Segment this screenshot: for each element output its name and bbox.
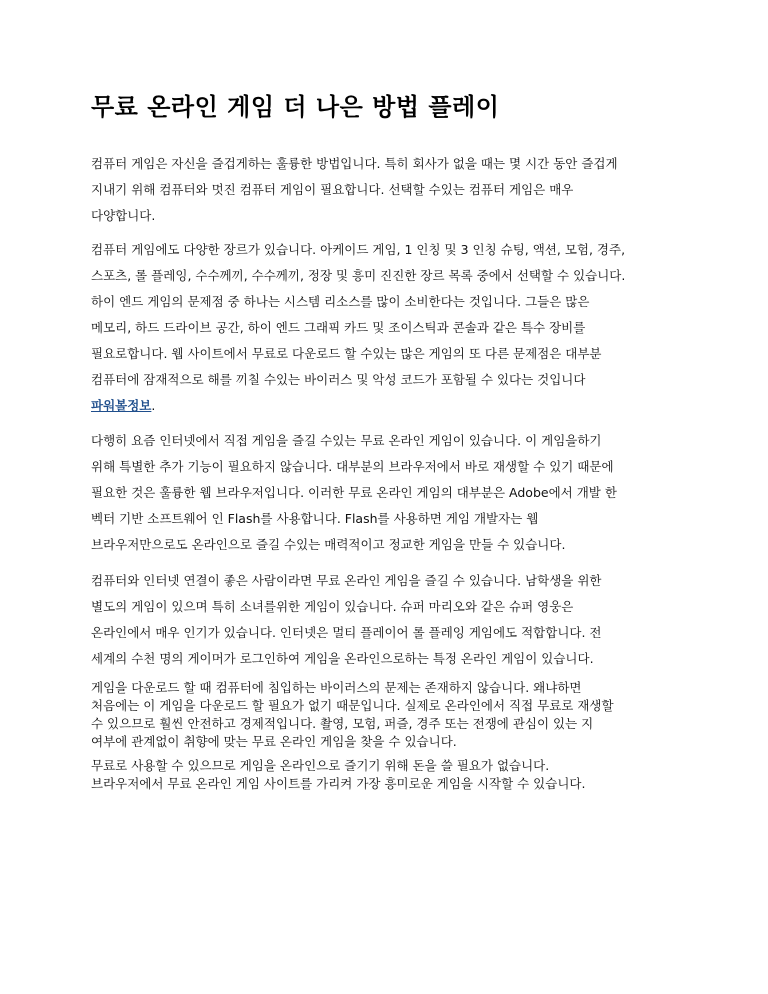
text-line: 수 있으므로 훨씬 안전하고 경제적입니다. 촬영, 모험, 퍼즐, 경주 또는 전쟁에 관심이 있는 지 — [91, 716, 594, 731]
paragraph-3 — [91, 428, 688, 558]
text-line: 온라인에서 매우 인기가 있습니다. 인터넷은 멀티 플레이어 롤 플레잉 게임에도 적합합니다. 전 — [91, 625, 602, 640]
text-line: 컴퓨터와 인터넷 연결이 좋은 사람이라면 무료 온라인 게임을 즐길 수 있습니다. 남학생을 위한 — [91, 573, 602, 588]
text-line: 지내기 위해 컴퓨터와 멋진 컴퓨터 게임이 필요합니다. 선택할 수있는 컴퓨터 게임은 매우 — [91, 182, 574, 197]
link-line — [91, 393, 688, 419]
text-line: 컴퓨터 게임에도 다양한 장르가 있습니다. 아케이드 게임, 1 인칭 및 3 인칭 슈팅, 액션, 모험, 경주, — [91, 242, 626, 257]
powerball-info-link[interactable]: 파워볼정보 — [91, 398, 152, 413]
text-line: 컴퓨터 게임은 자신을 즐겁게하는 훌륭한 방법입니다. 특히 회사가 없을 때는 몇 시간 동안 즐겁게 — [91, 156, 618, 171]
text-line: 필요한 것은 훌륭한 웹 브라우저입니다. 이러한 무료 온라인 게임의 대부분은 Adobe에서 개발 한 — [91, 485, 617, 500]
text-line: 위해 특별한 추가 기능이 필요하지 않습니다. 대부분의 브라우저에서 바로 재생할 수 있기 때문에 — [91, 459, 614, 474]
text-line: 다행히 요즘 인터넷에서 직접 게임을 즐길 수있는 무료 온라인 게임이 있습니다. 이 게임을하기 — [91, 433, 602, 448]
document-title: 무료 온라인 게임 더 나은 방법 플레이 — [91, 93, 500, 121]
paragraph-5 — [91, 679, 688, 751]
text-line: 무료로 사용할 수 있으므로 게임을 온라인으로 즐기기 위해 돈을 쓸 필요가 없습니다. — [91, 758, 550, 773]
text-line: 별도의 게임이 있으며 특히 소녀를위한 게임이 있습니다. 슈퍼 마리오와 같은 슈퍼 영웅은 — [91, 599, 574, 614]
text-line: 브라우저에서 무료 온라인 게임 사이트를 가리켜 가장 흥미로운 게임을 시작할 수 있습니다. — [91, 776, 586, 791]
text-line: 메모리, 하드 드라이브 공간, 하이 엔드 그래픽 카드 및 조이스틱과 콘솔과 같은 특수 장비를 — [91, 320, 586, 335]
link-suffix: . — [151, 398, 156, 413]
text-line: 세계의 수천 명의 게이머가 로그인하여 게임을 온라인으로하는 특정 온라인 게임이 있습니다. — [91, 651, 594, 666]
text-line: 컴퓨터에 잠재적으로 해를 끼칠 수있는 바이러스 및 악성 코드가 포함될 수 있다는 것입니다 — [91, 372, 586, 387]
text-line: 필요로합니다. 웹 사이트에서 무료로 다운로드 할 수있는 많은 게임의 또 다른 문제점은 대부분 — [91, 346, 602, 361]
paragraph-2 — [91, 237, 688, 419]
text-line: 처음에는 이 게임을 다운로드 할 필요가 없기 때문입니다. 실제로 온라인에서 직접 무료로 재생할 — [91, 698, 614, 713]
paragraph-1 — [91, 151, 688, 229]
text-line: 브라우저만으로도 온라인으로 즐길 수있는 매력적이고 정교한 게임을 만들 수 있습니다. — [91, 537, 566, 552]
paragraph-4 — [91, 568, 688, 672]
text-line: 스포츠, 롤 플레잉, 수수께끼, 수수께끼, 정장 및 흥미 진진한 장르 목록 중에서 선택할 수 있습니다. — [91, 268, 626, 283]
text-line: 하이 엔드 게임의 문제점 중 하나는 시스템 리소스를 많이 소비한다는 것입니다. 그들은 많은 — [91, 294, 590, 309]
paragraph-6 — [91, 757, 688, 793]
text-line: 벡터 기반 소프트웨어 인 Flash를 사용합니다. Flash를 사용하면 게임 개발자는 웹 — [91, 511, 539, 526]
text-line: 여부에 관계없이 취향에 맞는 무료 온라인 게임을 찾을 수 있습니다. — [91, 734, 457, 749]
text-line: 다양합니다. — [91, 208, 156, 223]
text-line: 게임을 다운로드 할 때 컴퓨터에 침입하는 바이러스의 문제는 존재하지 않습니다. 왜냐하면 — [91, 680, 582, 695]
